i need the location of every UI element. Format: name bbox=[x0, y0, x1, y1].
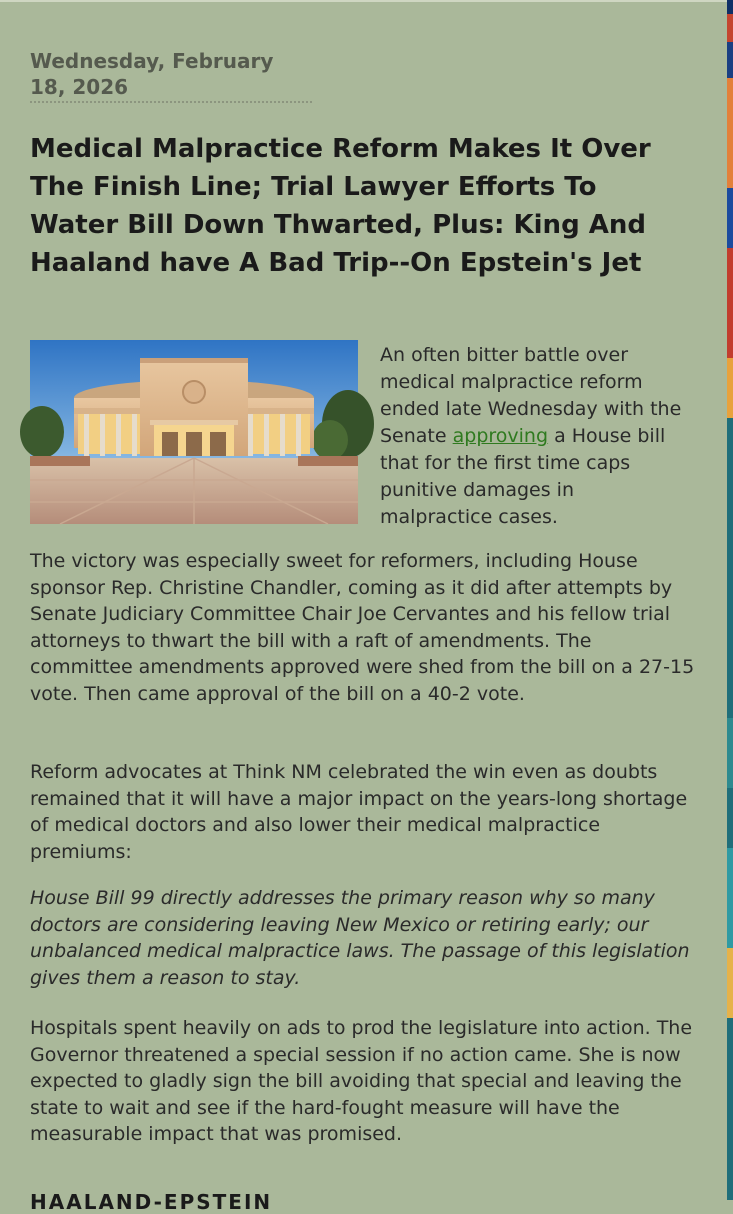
intro-text-after-link: a House bill that for the first time caps punitive damages in malpractice cases. bbox=[380, 425, 666, 528]
body-paragraph-victory: The victory was especially sweet for reformers, including House sponsor Rep. Christine Chandler, coming as it did after attempts by Senate Judiciary Committee Chair Joe Cervantes and his fellow trial attorneys to thwart the bill with a raft of amendments. The committee amendments approved were shed from the bill on a 27-15 vote. Then came approval of the bill on a 40-2 vote. bbox=[30, 550, 695, 705]
body-paragraph-hospitals: Hospitals spent heavily on ads to prod the legislature into action. The Governor threatened a special session if no action came. She is now expected to gladly sign the bill avoiding that special and leaving the state to wait and see if the hard-fought measure will have the measurable impact that was promised. bbox=[30, 1017, 693, 1145]
intro-text-before-link: An often bitter battle over medical malpractice reform ended late Wednesday with the Senate bbox=[380, 344, 682, 447]
next-section-heading: HAALAND-EPSTEIN bbox=[30, 1190, 273, 1214]
body-paragraph-think-nm: Reform advocates at Think NM celebrated the win even as doubts remained that it will have a major impact on the years-long shortage of medical doctors and also lower their medical malpractice premiums: bbox=[30, 761, 688, 863]
post-title[interactable]: Medical Malpractice Reform Makes It Over The Finish Line; Trial Lawyer Efforts To Water Bill Down Thwarted, Plus: King And Haaland have A Bad Trip--On Epstein's Jet bbox=[30, 134, 651, 278]
post-date-header: Wednesday, February 18, 2026 bbox=[30, 48, 312, 103]
approving-link[interactable]: approving bbox=[452, 425, 549, 447]
capitol-building-photo[interactable] bbox=[30, 340, 358, 524]
sidebar-edge-strip bbox=[727, 0, 733, 1200]
blockquote-house-bill-99: House Bill 99 directly addresses the primary reason why so many doctors are considering leaving New Mexico or retiring early; our unbalanced medical malpractice laws. The passage of this legislation gives them a reason to stay. bbox=[30, 887, 690, 989]
intro-paragraph bbox=[380, 342, 690, 531]
